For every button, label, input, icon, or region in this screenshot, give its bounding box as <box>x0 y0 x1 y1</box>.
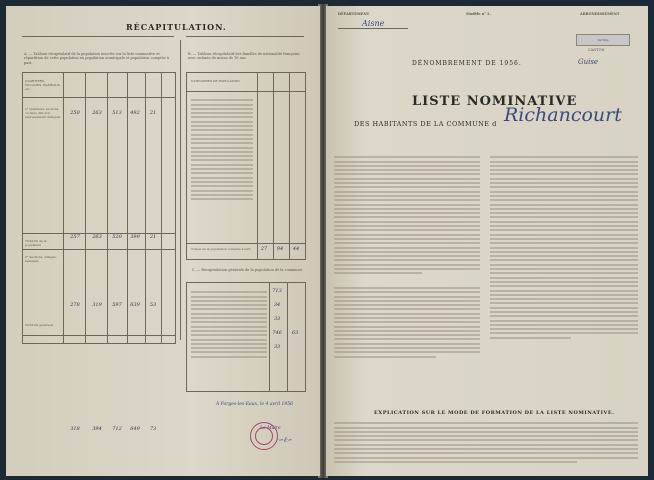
canton-value: Guise <box>578 58 599 66</box>
instructions-right <box>490 154 638 394</box>
explanation-heading: EXPLICATION SUR LE MODE DE FORMATION DE LA LISTE NOMINATIVE. <box>374 410 615 416</box>
model-label: Modèle n° 2. <box>466 12 491 16</box>
table-a-cell: 73 <box>149 426 157 432</box>
commune-label: DES HABITANTS DE LA COMMUNE d <box>354 120 497 128</box>
table-a-cell: 21 <box>149 110 157 116</box>
arrond-label: ARRONDISSEMENT <box>580 12 620 16</box>
table-a-cell: 21 <box>149 234 157 240</box>
table-a-cell: 492 <box>130 110 140 116</box>
table-a-cell: 639 <box>130 302 140 308</box>
table-a-cell: 319 <box>92 302 102 308</box>
col-quartiers: QUARTIERS, VILLAGES, HAMEAUX, etc. <box>25 79 61 91</box>
instructions-left <box>334 154 480 394</box>
dept-label: DÉPARTEMENT <box>338 12 370 16</box>
table-a-cell: 513 <box>112 110 122 116</box>
mayor-seal <box>250 422 278 450</box>
table-a-cell: 318 <box>70 426 80 432</box>
table-b-total-label: Totaux de la population comptée à part <box>191 247 251 251</box>
table-a-cell: 597 <box>112 302 122 308</box>
table-b-cell: 94 <box>276 246 284 252</box>
footer-place: À Forges-les-Eaux, le 4 avril 1956 <box>216 402 293 407</box>
right-page <box>326 6 648 476</box>
row-label-2: 2° Sections, villages, hameaux <box>25 255 57 263</box>
canton-label: CANTON <box>588 48 605 52</box>
liste-title: LISTE NOMINATIVE <box>412 94 578 109</box>
table-c <box>186 282 306 392</box>
table-b-cell: 27 <box>260 246 268 252</box>
table-c-cell: 34 <box>273 302 281 308</box>
table-c-cell: 63 <box>291 330 299 336</box>
explanation-body <box>334 420 638 472</box>
table-a-cell: 263 <box>92 110 102 116</box>
left-page <box>6 6 320 476</box>
col-categories: CATÉGORIES DE POPULATION <box>191 79 240 83</box>
table-b-cell: 44 <box>292 246 300 252</box>
census-heading: DÉNOMBREMENT DE 1956. <box>412 60 522 67</box>
recap-title: RÉCAPITULATION. <box>126 22 227 32</box>
table-a-cell: 53 <box>149 302 157 308</box>
table-a-cell: 257 <box>70 234 80 240</box>
section-b-heading: B. — Tableau récapitulatif des familles de nationalité française avec enfants de moins de 16 ans <box>188 52 300 61</box>
table-c-cell: 33 <box>273 316 281 322</box>
table-c-cell: 746 <box>272 330 282 336</box>
row-label-3: TOTAUX de la population <box>25 239 47 247</box>
signature-scribble: ∽ℓ∽ <box>278 436 293 444</box>
commune-name: Richancourt <box>504 104 622 126</box>
section-a-heading: A. — Tableau récapitulatif de la population inscrite sur la liste nominative et répartition de cette population en population municipale et population comptée à part. <box>24 52 169 65</box>
section-c-heading: C. — Récapitulation générale de la population de la commune. <box>192 268 304 272</box>
row-label-1: 1° Quartiers, sections ou lieux dits non expressément désignés <box>25 107 61 119</box>
table-a-cell: 250 <box>70 110 80 116</box>
row-label-4: TOTAUX généraux <box>25 323 54 327</box>
table-a-cell: 399 <box>130 234 140 240</box>
table-a-cell: 712 <box>112 426 122 432</box>
table-b <box>186 72 306 260</box>
table-a-cell: 520 <box>112 234 122 240</box>
table-c-cell: 713 <box>272 288 282 294</box>
table-a-cell: 263 <box>92 234 102 240</box>
footer-signature: Le Maire <box>260 426 281 431</box>
arrond-stamp: Vervins <box>576 34 630 46</box>
table-a-cell: 649 <box>130 426 140 432</box>
table-c-cell: 33 <box>273 344 281 350</box>
table-a-cell: 394 <box>92 426 102 432</box>
dept-value: Aisne <box>362 19 385 28</box>
table-a-cell: 278 <box>70 302 80 308</box>
